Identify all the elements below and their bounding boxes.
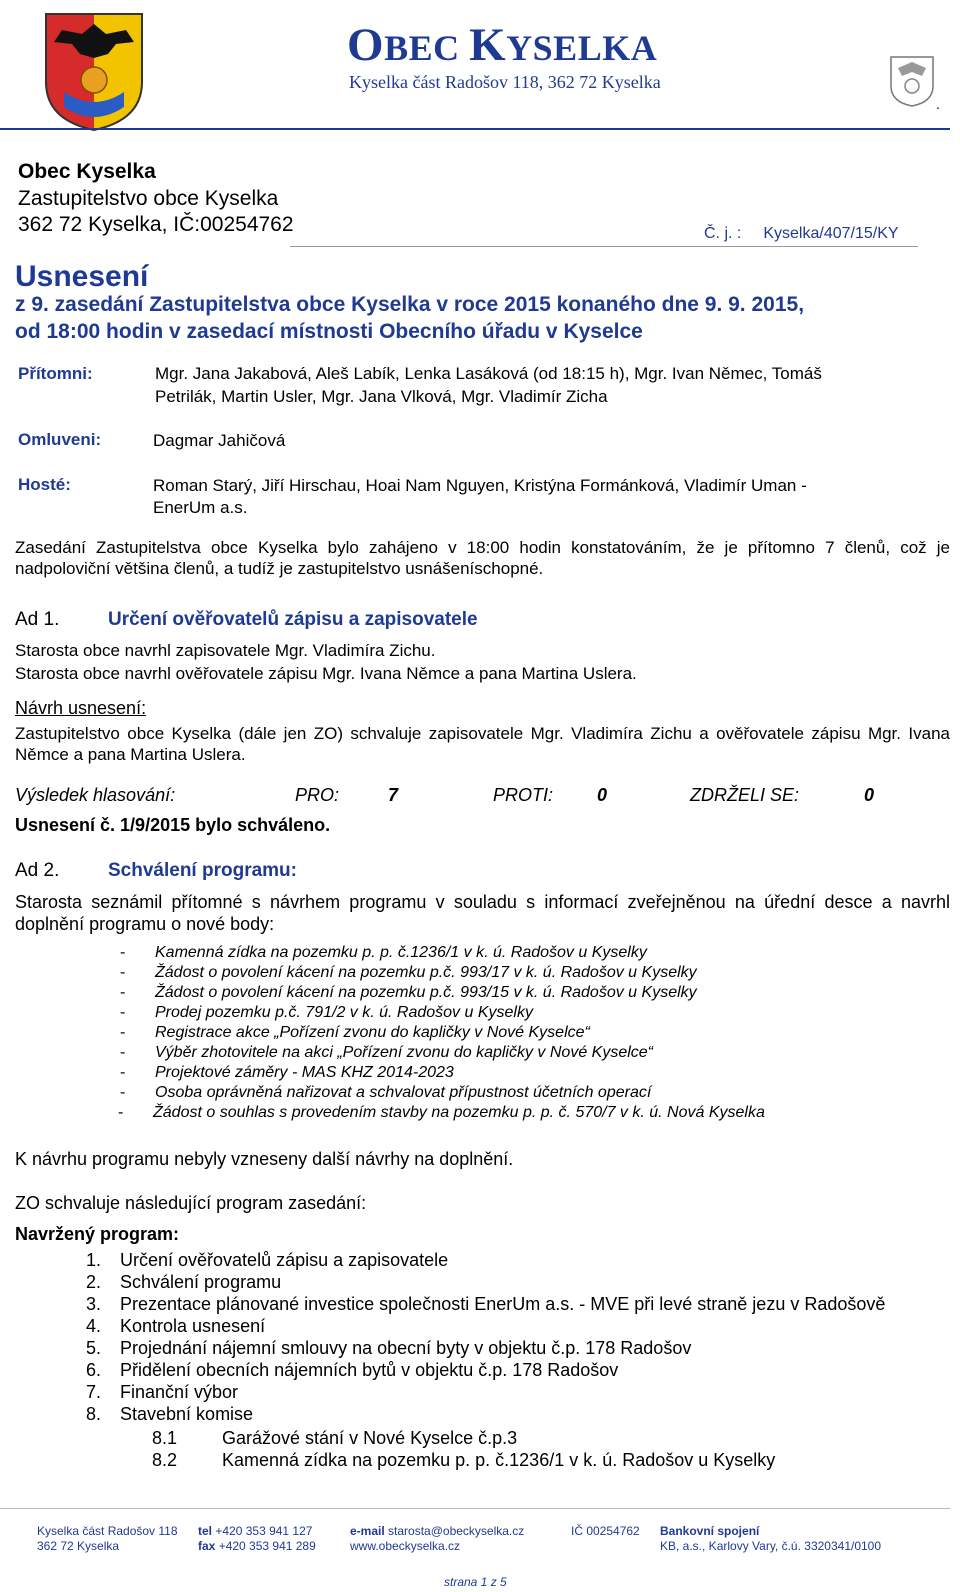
- ad1-title: Určení ověřovatelů zápisu a zapisovatele: [108, 609, 478, 630]
- email-link[interactable]: starosta@obeckyselka.cz: [388, 1524, 525, 1538]
- program-item-number: 7.: [86, 1382, 102, 1402]
- program-item: [86, 1250, 449, 1271]
- program-item-number: 3.: [86, 1294, 102, 1314]
- list-item: [120, 984, 697, 1002]
- vote-label: Výsledek hlasování:: [15, 785, 176, 805]
- ad2-intro: Starosta seznámil přítomné s návrhem programu v souladu s informací zveřejněnou na úřední desce a navrhl doplnění programu o nové body:: [15, 892, 950, 934]
- title-part-yselka: YSELKA: [506, 28, 658, 68]
- list-item: [120, 1064, 454, 1082]
- guests-label: Hosté:: [18, 475, 71, 494]
- list-item-text: Registrace akce „Pořízení zvonu do kapličky v Nové Kyselce“: [155, 1024, 590, 1041]
- footer-address-line2: 362 72 Kyselka: [37, 1539, 120, 1553]
- header-organization: Obec Kyselka: [18, 160, 156, 183]
- program-item-number: 8.: [86, 1404, 102, 1424]
- program-item: [86, 1382, 239, 1403]
- list-item-text: Žádost o souhlas s provedením stavby na pozemku p. p. č. 570/7 v k. ú. Nová Kyselka: [153, 1104, 765, 1121]
- excused-names: Dagmar Jahičová: [153, 431, 286, 450]
- footer-bank: [660, 1524, 881, 1554]
- footer-address-line1: Kyselka část Radošov 118: [37, 1524, 178, 1538]
- approves-program: ZO schvaluje následující program zasedání:: [15, 1193, 367, 1213]
- ad1-proposal-label: Návrh usnesení:: [15, 698, 147, 718]
- program-item-number: 2.: [86, 1272, 102, 1292]
- program-item-number: 5.: [86, 1338, 102, 1358]
- list-item: [120, 1084, 652, 1102]
- list-item: [120, 944, 647, 962]
- list-item: [120, 1004, 533, 1022]
- title-letter-k: K: [469, 19, 507, 71]
- header-dot: .: [936, 96, 940, 112]
- list-dash: -: [120, 984, 126, 1001]
- program-subitem: [152, 1450, 776, 1471]
- program-item-text: Finanční výbor: [120, 1382, 239, 1402]
- list-item-text: Prodej pozemku p.č. 791/2 v k. ú. Radošov u Kyselky: [155, 1004, 533, 1021]
- seal-icon: [888, 54, 936, 108]
- tel-value: +420 353 941 127: [215, 1524, 313, 1538]
- list-item: [120, 1044, 654, 1062]
- program-subitem: [152, 1428, 518, 1449]
- program-item: [86, 1272, 282, 1293]
- program-item-text: Určení ověřovatelů zápisu a zapisovatele: [120, 1250, 449, 1270]
- list-item-text: Projektové záměry - MAS KHZ 2014-2023: [155, 1064, 454, 1081]
- resolution-title: Usnesení: [15, 260, 149, 293]
- page-number: strana 1 z 5: [444, 1575, 507, 1589]
- list-item: [118, 1104, 765, 1122]
- program-subitem-number: 8.2: [152, 1450, 178, 1470]
- opening-paragraph: Zasedání Zastupitelstva obce Kyselka bylo zahájeno v 18:00 hodin konstatováním, že je přítomno 7 členů, což je nadpoloviční většina členů, a tudíž je zastupitelstvo usnášeníschopné.: [15, 538, 950, 578]
- footer-contact: [350, 1524, 524, 1554]
- program-subitem-text: Kamenná zídka na pozemku p. p. č.1236/1 v k. ú. Radošov u Kyselky: [222, 1450, 776, 1470]
- vote-abstain-count: 0: [864, 785, 875, 805]
- list-dash: -: [120, 1024, 126, 1041]
- program-item-text: Projednání nájemní smlouvy na obecní byty v objektu č.p. 178 Radošov: [120, 1338, 692, 1358]
- footer-ic: IČ 00254762: [571, 1524, 640, 1538]
- ad1-result: Usnesení č. 1/9/2015 bylo schváleno.: [15, 815, 331, 835]
- program-item: [86, 1316, 266, 1337]
- reference-label: Č. j. :: [704, 225, 742, 242]
- tel-label: tel: [198, 1524, 213, 1538]
- list-item-text: Žádost o povolení kácení na pozemku p.č. 993/17 v k. ú. Radošov u Kyselky: [155, 964, 697, 981]
- program-item-text: Schválení programu: [120, 1272, 282, 1292]
- program-item: [86, 1404, 254, 1425]
- program-subitem-text: Garážové stání v Nové Kyselce č.p.3: [222, 1428, 518, 1448]
- vote-abstain-label: ZDRŽELI SE:: [690, 785, 800, 805]
- letterhead-divider: [0, 128, 950, 130]
- program-item: [86, 1338, 692, 1359]
- list-item: [120, 964, 697, 982]
- guests-names-line2: EnerUm a.s.: [153, 498, 248, 517]
- bank-value: KB, a.s., Karlovy Vary, č.ú. 3320341/0100: [660, 1539, 882, 1553]
- ad1-line2: Starosta obce navrhl ověřovatele zápisu Mgr. Ivana Němce a pana Martina Uslera.: [15, 664, 637, 683]
- program-item: [86, 1294, 886, 1315]
- list-item-text: Kamenná zídka na pozemku p. p. č.1236/1 v k. ú. Radošov u Kyselky: [155, 944, 647, 961]
- ad1-line1: Starosta obce navrhl zapisovatele Mgr. Vladimíra Zichu.: [15, 641, 436, 660]
- ad1-number: Ad 1.: [15, 609, 60, 630]
- footer-divider: [0, 1508, 950, 1509]
- vote-pro-label: PRO:: [295, 785, 340, 805]
- footer-address: [37, 1524, 178, 1554]
- header-divider: [290, 246, 918, 247]
- program-subitem-number: 8.1: [152, 1428, 178, 1448]
- present-label: Přítomni:: [18, 364, 93, 383]
- ad1-proposal-text: Zastupitelstvo obce Kyselka (dále jen ZO) schvaluje zapisovatele Mgr. Vladimíra Zichu a ověřovatele zápisu Mgr. Ivana Němce a pana Martina Uslera.: [15, 724, 950, 764]
- resolution-heading-line2: od 18:00 hodin v zasedací místnosti Obecního úřadu v Kyselce: [15, 320, 643, 343]
- list-item-text: Osoba oprávněná nařizovat a schvalovat přípustnost účetních operací: [155, 1084, 652, 1101]
- vote-against-label: PROTI:: [493, 785, 554, 805]
- vote-pro-count: 7: [388, 785, 399, 805]
- footer-phone: [198, 1524, 316, 1554]
- program-item-text: Přidělení obecních nájemních bytů v objektu č.p. 178 Radošov: [120, 1360, 619, 1380]
- title-part-bec: BEC: [384, 28, 470, 68]
- list-dash: -: [120, 1064, 126, 1081]
- list-dash: -: [120, 1044, 126, 1061]
- list-dash: -: [120, 944, 126, 961]
- no-more-proposals: K návrhu programu nebyly vzneseny další návrhy na doplnění.: [15, 1149, 514, 1169]
- excused-label: Omluveni:: [18, 430, 102, 449]
- coat-of-arms-logo: [44, 12, 144, 132]
- list-item: [120, 1024, 590, 1042]
- list-item-text: Žádost o povolení kácení na pozemku p.č. 993/15 v k. ú. Radošov u Kyselky: [155, 984, 697, 1001]
- program-label: Navržený program:: [15, 1224, 180, 1244]
- fax-label: fax: [198, 1539, 216, 1553]
- list-dash: -: [120, 1004, 126, 1021]
- present-names-line1: Mgr. Jana Jakabová, Aleš Labík, Lenka Lasáková (od 18:15 h), Mgr. Ivan Němec, Tomáš: [155, 364, 822, 383]
- guests-names-line1: Roman Starý, Jiří Hirschau, Hoai Nam Nguyen, Kristýna Formánková, Vladimír Uman -: [153, 476, 807, 495]
- email-label: e-mail: [350, 1524, 385, 1538]
- list-dash: -: [118, 1104, 124, 1121]
- program-item-text: Prezentace plánované investice společnosti EnerUm a.s. - MVE při levé straně jezu v Radošově: [120, 1294, 886, 1314]
- reference-value: Kyselka/407/15/KY: [763, 225, 899, 242]
- list-dash: -: [120, 964, 126, 981]
- list-dash: -: [120, 1084, 126, 1101]
- header-address: 362 72 Kyselka, IČ:00254762: [18, 213, 294, 236]
- ad2-title: Schválení programu:: [108, 860, 297, 881]
- list-item-text: Výběr zhotovitele na akci „Pořízení zvonu do kapličky v Nové Kyselce“: [155, 1044, 654, 1061]
- present-names-line2: Petrilák, Martin Usler, Mgr. Jana Vlková, Mgr. Vladimír Zicha: [155, 387, 608, 406]
- reference-number: [704, 225, 899, 243]
- program-item-number: 4.: [86, 1316, 102, 1336]
- web-link[interactable]: www.obeckyselka.cz: [350, 1539, 461, 1553]
- title-letter-o: O: [347, 19, 385, 71]
- municipality-title: [347, 18, 657, 72]
- program-item-text: Kontrola usnesení: [120, 1316, 266, 1336]
- bank-label: Bankovní spojení: [660, 1524, 760, 1538]
- resolution-heading-line1: z 9. zasedání Zastupitelstva obce Kyselka v roce 2015 konaného dne 9. 9. 2015,: [15, 293, 805, 316]
- header-body: Zastupitelstvo obce Kyselka: [18, 187, 279, 210]
- program-item-number: 1.: [86, 1250, 102, 1270]
- program-item: [86, 1360, 619, 1381]
- vote-against-count: 0: [597, 785, 608, 805]
- ad2-number: Ad 2.: [15, 860, 60, 881]
- program-item-text: Stavební komise: [120, 1404, 254, 1424]
- program-item-number: 6.: [86, 1360, 102, 1380]
- fax-value: +420 353 941 289: [218, 1539, 316, 1553]
- letterhead-address: Kyselka část Radošov 118, 362 72 Kyselka: [349, 72, 661, 92]
